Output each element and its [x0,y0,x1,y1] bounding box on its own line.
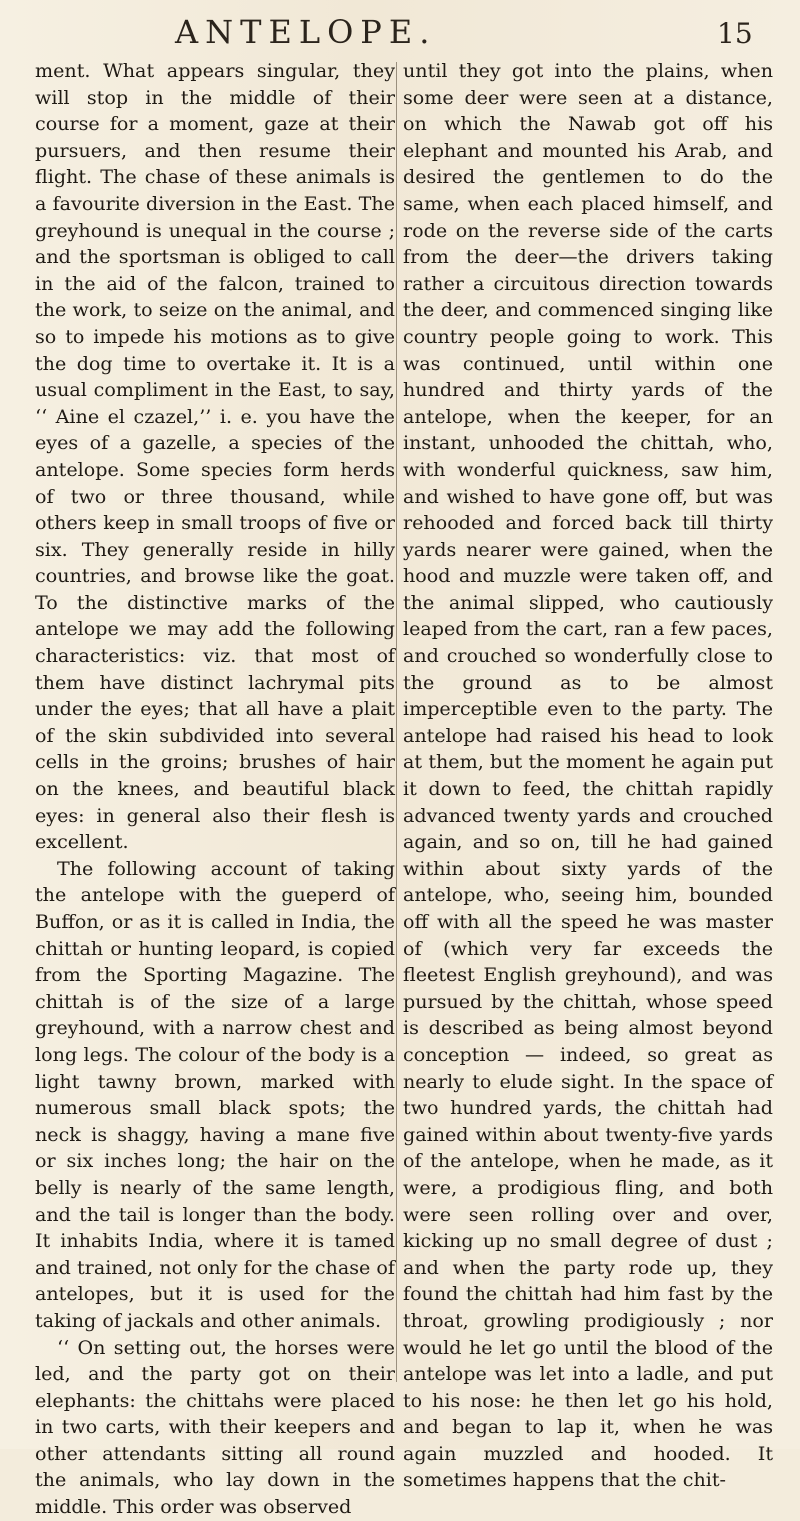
page-number: 15 [717,17,753,50]
right-paragraph-1: until they got into the plains, when some deer were seen at a distance, on which the Nawab got off his elephant and mounted his Arab, and desired the gentlemen to do the same, when each placed himself, and rode on the reverse side of the carts from the deer—the drivers taking rather a circuitous direction towards the deer, and commenced singing like country people going to work. This was continued, until within one hundred and thirty yards of the antelope, when the keeper, for an instant, unhooded the chittah, who, with wonderful quickness, saw him, and wished to have gone off, but was rehooded and forced back till thirty yards nearer were gained, when the hood and muzzle were taken off, and the animal slipped, who cautiously leaped from the cart, ran a few paces, and crouched so wonderfully close to the ground as to be almost imperceptible even to the party. The antelope had raised his head to look at them, but the moment he again put it down to feed, the chittah rapidly advanced twenty yards and crouched again, and so on, till he had gained within about sixty yards of the antelope, who, seeing him, bounded off with all the speed he was master of (which very far exceeds the fleetest English greyhound), and was pursued by the chittah, whose speed is described as being almost beyond conception — indeed, so great as nearly to elude sight. In the space of two hundred yards, the chittah had gained within about twenty-five yards of the antelope, when he made, as it were, a prodigious fling, and both were seen rolling over and over, kicking up no small degree of dust ; and when the party rode up, they found the chittah had him fast by the throat, growling prodigiously ; nor would he let go until the blood of the antelope was let into a ladle, and put to his nose: he then let go his hold, and began to lap it, when he was again muzzled and hooded. It sometimes happens that the chit- [403,59,773,1492]
running-title: ANTELOPE. [175,13,437,51]
left-paragraph-1: ment. What appears singular, they will stop in the middle of their course for a moment, gaze at their pursuers, and then resume their flight. The chase of these animals is a favourite diversion in the East. The greyhound is unequal in the course ; and the sportsman is obliged to call in the aid of the falcon, trained to the work, to seize on the animal, and so to impede his motions as to give the dog time to overtake it. It is a usual compliment in the East, to say, ‘‘ Aine el czazel,’’ i. e. you have the eyes of a gazelle, a species of the antelope. Some species form herds of two or three thousand, while others keep in small troops of five or six. They generally reside in hilly countries, and browse like the goat. To the distinctive marks of the antelope we may add the following characteristics: viz. that most of them have distinct lachrymal pits under the eyes; that all have a plait of the skin subdivided into several cells in the groins; brushes of hair on the knees, and beautiful black eyes: in general also their flesh is excellent. [35,59,395,854]
left-column [35,58,395,1519]
right-column [403,58,773,1492]
running-head [0,10,800,54]
left-paragraph-2: The following account of taking the antelope with the gueperd of Buffon, or as it is called in India, the chittah or hunting leopard, is copied from the Sporting Magazine. The chittah is of the size of a large greyhound, with a narrow chest and long legs. The colour of the body is a light tawny brown, marked with numerous small black spots; the neck is shaggy, having a mane five or six inches long; the hair on the belly is nearly of the same length, and the tail is longer than the body. It inhabits India, where it is tamed and trained, not only for the chase of antelopes, but it is used for the taking of jackals and other animals. [35,856,395,1332]
column-divider [396,62,397,1382]
left-paragraph-3: ‘‘ On setting out, the horses were led, and the party got on their elephants: the chittahs were placed in two carts, with their keepers and other attendants sitting all round the animals, who lay down in the middle. This order was observed [35,1335,395,1519]
